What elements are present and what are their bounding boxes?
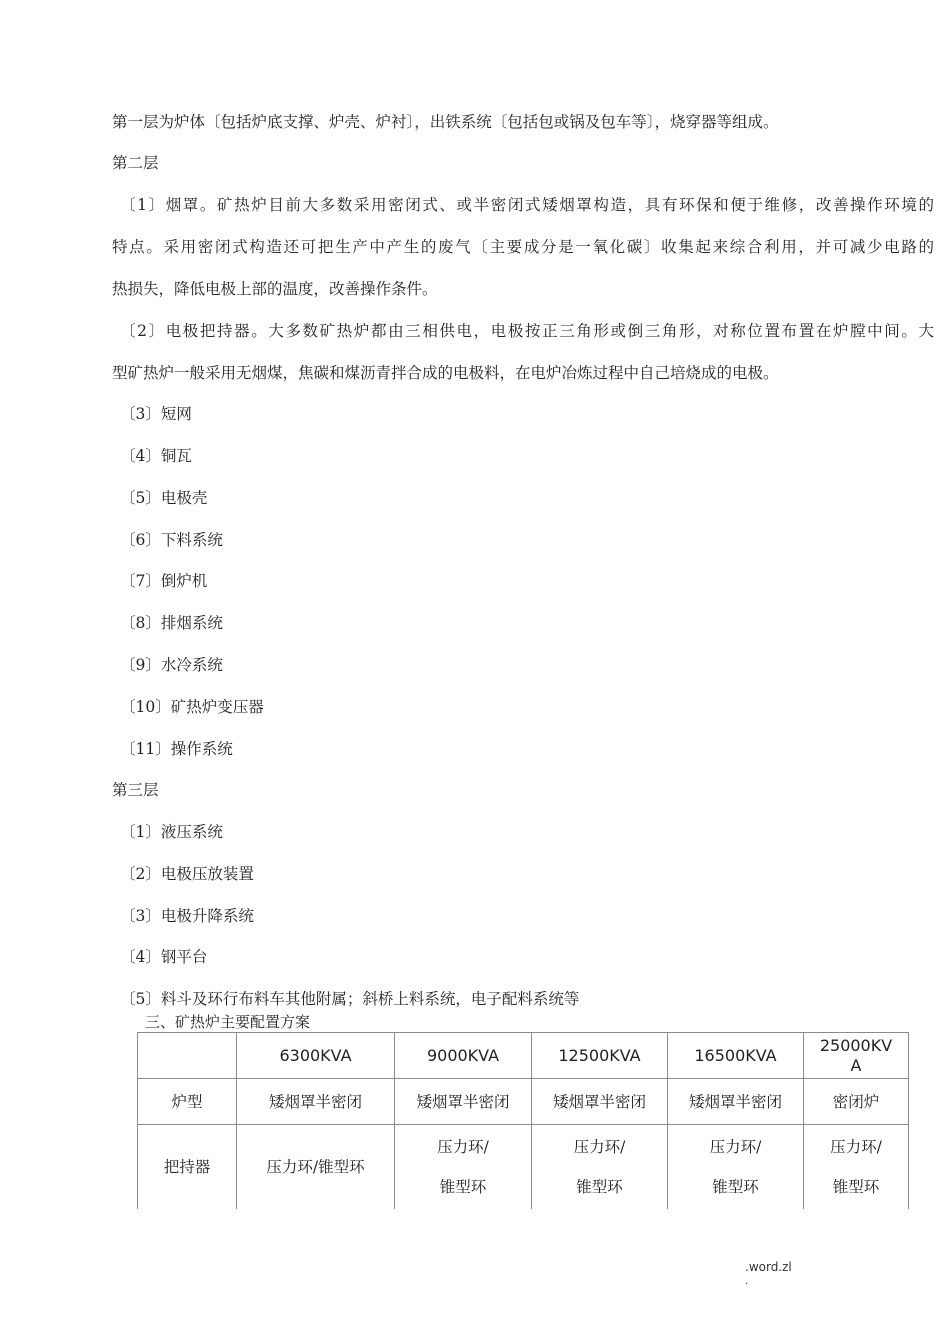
table-header-cell — [804, 1033, 909, 1079]
list-item: 〔4〕钢平台 — [120, 948, 208, 966]
table-cell-line: 压力环/ — [709, 1138, 762, 1156]
list-item: 〔6〕下料系统 — [120, 531, 223, 549]
table-cell — [804, 1125, 909, 1210]
table-header-cell — [138, 1033, 237, 1079]
table-cell: 矮烟罩半密闭 — [668, 1079, 804, 1125]
table-caption: 三、矿热炉主要配置方案 — [145, 1013, 311, 1031]
paragraph-smoke-hood-line1: 〔1〕烟罩。矿热炉目前大多数采用密闭式、或半密闭式矮烟罩构造，具有环保和便于维修，改善操作环境的 — [120, 196, 934, 214]
table-cell — [395, 1125, 532, 1210]
heading-layer2: 第二层 — [112, 154, 159, 172]
table-cell-line: 锥型环 — [712, 1178, 759, 1196]
paragraph-layer1: 第一层为炉体〔包括炉底支撑、炉壳、炉衬〕，出铁系统〔包括包或锅及包车等〕，烧穿器等组成。 — [112, 113, 779, 131]
paragraph-smoke-hood-line3: 热损失，降低电极上部的温度，改善操作条件。 — [112, 280, 438, 298]
table-cell-line: 锥型环 — [439, 1178, 487, 1196]
list-item: 〔2〕电极压放装置 — [120, 865, 254, 883]
table-cell-line: 压力环/ — [437, 1138, 489, 1156]
table-cell-line: 锥型环 — [832, 1178, 880, 1196]
table-cell-line: 压力环/ — [573, 1138, 626, 1156]
list-item: 〔3〕短网 — [120, 405, 192, 423]
table-cell-line: 压力环/ — [830, 1138, 882, 1156]
table-header-cell: 12500KVA — [532, 1033, 668, 1079]
table-header-cell: 16500KVA — [668, 1033, 804, 1079]
list-item: 〔5〕料斗及环行布料车其他附属；斜桥上料系统，电子配料系统等 — [120, 990, 580, 1008]
list-item: 〔11〕操作系统 — [120, 740, 233, 758]
table-cell — [668, 1125, 804, 1210]
list-item: 〔5〕电极壳 — [120, 489, 208, 507]
footer-dot: . — [745, 1276, 749, 1287]
paragraph-smoke-hood-line2: 特点。采用密闭式构造还可把生产中产生的废气〔主要成分是一氧化碳〕收集起来综合利用，并可减少电路的 — [112, 238, 934, 256]
table-header-cell: 6300KVA — [237, 1033, 395, 1079]
list-item: 〔9〕水冷系统 — [120, 656, 223, 674]
heading-layer3: 第三层 — [112, 781, 159, 799]
table-cell: 矮烟罩半密闭 — [395, 1079, 532, 1125]
table-header-row — [138, 1033, 909, 1079]
table-row — [138, 1125, 909, 1210]
list-item: 〔10〕矿热炉变压器 — [120, 698, 264, 716]
table-cell-line: 锥型环 — [576, 1178, 623, 1196]
list-item: 〔1〕液压系统 — [120, 823, 223, 841]
table-header-cell-line: 25000KV — [819, 1035, 893, 1055]
paragraph-electrode-holder-line2: 型矿热炉一般采用无烟煤，焦碳和煤沥青拌合成的电极料，在电炉冶炼过程中自己培烧成的电极。 — [112, 364, 779, 382]
table-cell: 压力环/锥型环 — [237, 1125, 395, 1210]
table-cell: 矮烟罩半密闭 — [532, 1079, 668, 1125]
table-row — [138, 1079, 909, 1125]
configuration-table — [137, 1032, 909, 1209]
list-item: 〔4〕铜瓦 — [120, 447, 192, 465]
table-cell: 密闭炉 — [804, 1079, 909, 1125]
table-header-cell: 9000KVA — [395, 1033, 532, 1079]
table-cell: 炉型 — [138, 1079, 237, 1125]
list-item: 〔7〕倒炉机 — [120, 572, 208, 590]
paragraph-electrode-holder-line1: 〔2〕电极把持器。大多数矿热炉都由三相供电，电极按正三角形或倒三角形，对称位置布置在炉膛中间。大 — [120, 322, 934, 340]
table-cell — [532, 1125, 668, 1210]
list-item: 〔3〕电极升降系统 — [120, 907, 254, 925]
table-cell: 矮烟罩半密闭 — [237, 1079, 395, 1125]
list-item: 〔8〕排烟系统 — [120, 614, 223, 632]
table-header-cell-line: A — [850, 1055, 862, 1075]
table-cell: 把持器 — [138, 1125, 237, 1210]
footer-text: .word.zl — [745, 1260, 792, 1274]
